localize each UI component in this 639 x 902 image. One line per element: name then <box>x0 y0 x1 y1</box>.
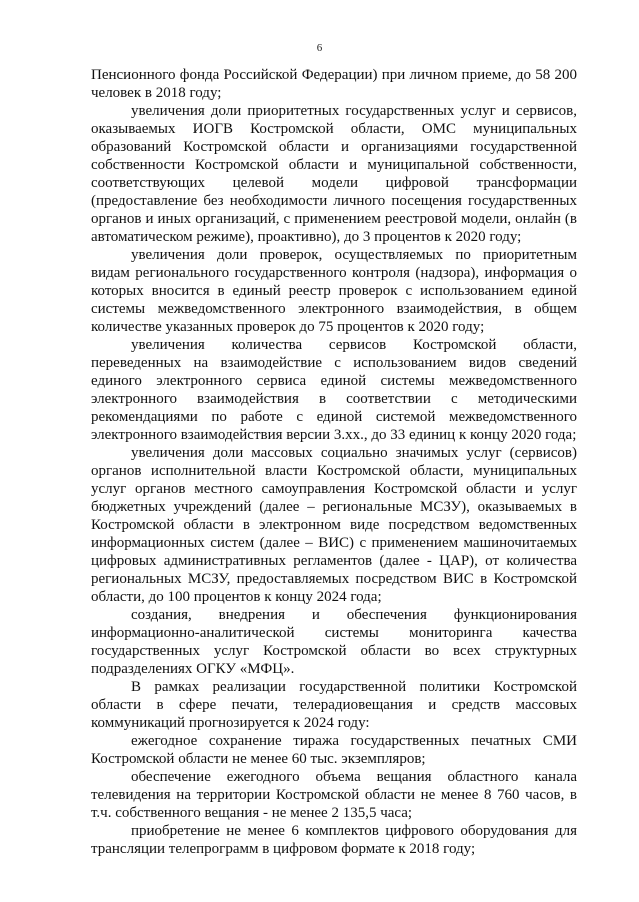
page-number: 6 <box>316 42 323 54</box>
paragraph: Пенсионного фонда Российской Федерации) при личном приеме, до 58 200 человек в 2018 году; <box>91 67 577 101</box>
paragraph: обеспечение ежегодного объема вещания областного канала телевидения на территории Костромской области не менее 8 760 часов, в т.ч. собственного вещания - не менее 2 135,5 часа; <box>91 769 577 821</box>
paragraph: ежегодное сохранение тиража государственных печатных СМИ Костромской области не менее 60 тыс. экземпляров; <box>91 733 577 767</box>
paragraph: увеличения количества сервисов Костромской области, переведенных на взаимодействие с использованием видов сведений единого электронного сервиса единой системы межведомственного электронного взаимодействия в соответствии с методическими рекомендациями по работе с единой системой межведомственного электронного взаимодействия версии 3.хх., до 33 единиц к концу 2020 года; <box>91 337 577 443</box>
paragraph: создания, внедрения и обеспечения функционирования информационно-аналитической системы мониторинга качества государственных услуг Костромской области во всех структурных подразделениях ОГКУ «МФЦ». <box>91 607 577 677</box>
paragraph: В рамках реализации государственной политики Костромской области в сфере печати, телерадиовещания и средств массовых коммуникаций прогнозируется к 2024 году: <box>91 679 577 731</box>
paragraph: приобретение не менее 6 комплектов цифрового оборудования для трансляции телепрограмм в цифровом формате к 2018 году; <box>91 823 577 857</box>
paragraph: увеличения доли массовых социально значимых услуг (сервисов) органов исполнительной власти Костромской области, муниципальных услуг органов местного самоуправления Костромской области и услуг бюджетных учреждений (далее – региональные МСЗУ), оказываемых в Костромской области в электронном виде посредством ведомственных информационных систем (далее – ВИС) с применением машиночитаемых цифровых административных регламентов (далее - ЦАР), от количества региональных МСЗУ, предоставляемых посредством ВИС в Костромской области, до 100 процентов к концу 2024 года; <box>91 445 577 605</box>
paragraph: увеличения доли проверок, осуществляемых по приоритетным видам регионального государственного контроля (надзора), информация о которых вносится в единый реестр проверок с использованием единой системы межведомственного электронного взаимодействия, в общем количестве указанных проверок до 75 процентов к 2020 году; <box>91 247 577 335</box>
document-body <box>91 66 577 858</box>
paragraph: увеличения доли приоритетных государственных услуг и сервисов, оказываемых ИОГВ Костромской области, ОМС муниципальных образований Костромской области и организациями государственной собственности Костромской области и муниципальной собственности, соответствующих целевой модели цифровой трансформации (предоставление без необходимости личного посещения государственных органов и иных организаций, с применением реестровой модели, онлайн (в автоматическом режиме), проактивно), до 3 процентов к 2020 году; <box>91 103 577 245</box>
